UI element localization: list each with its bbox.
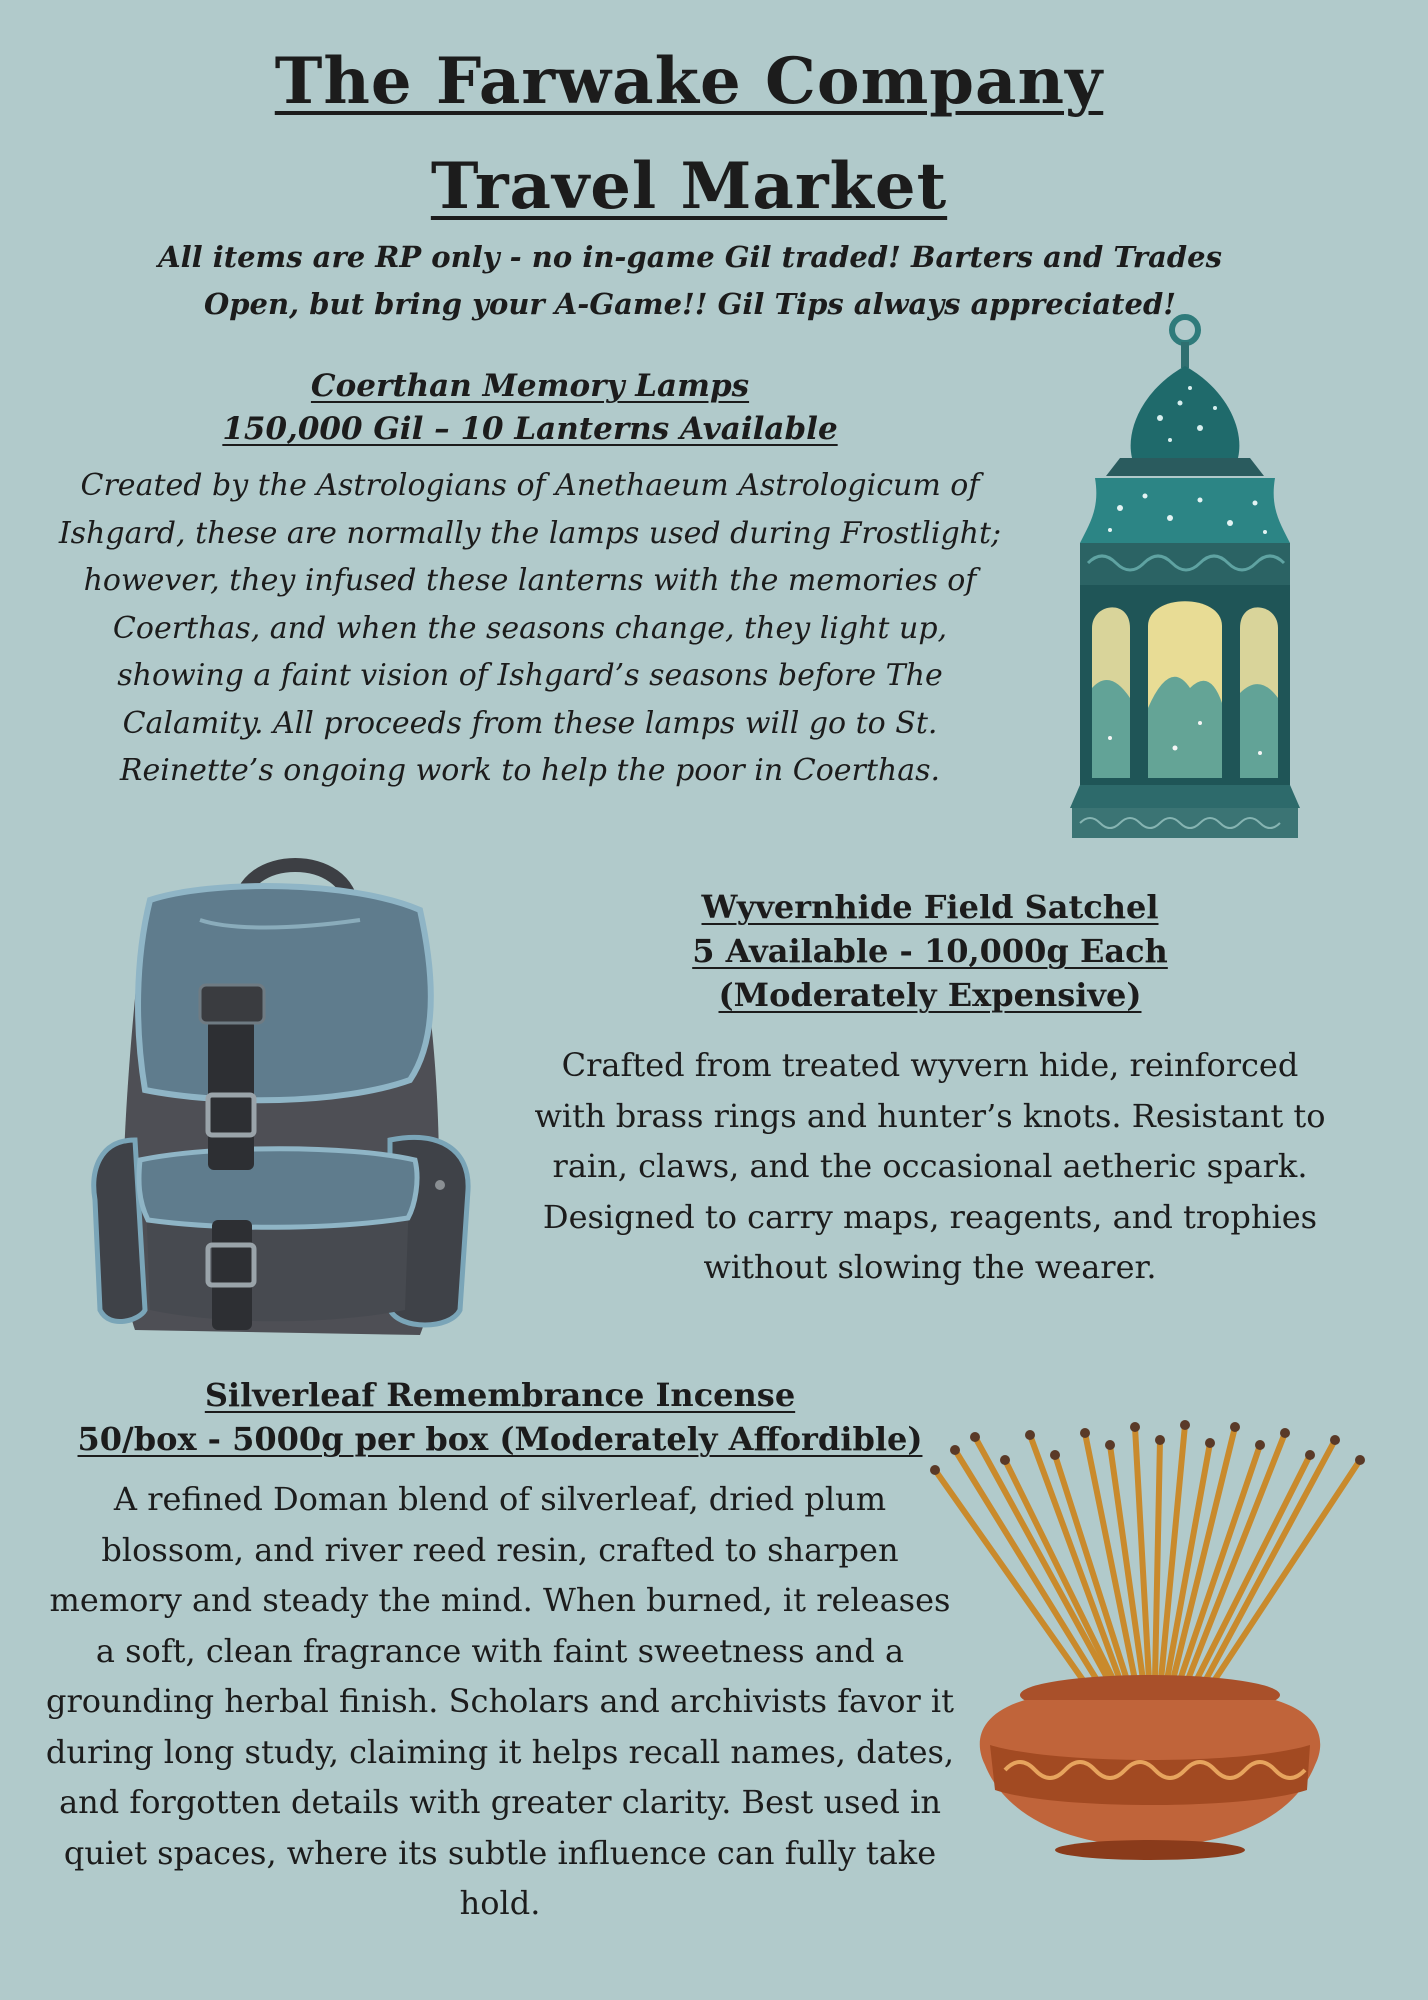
item-incense-price: 50/box - 5000g per box (Moderately Affordible) [77,1420,923,1459]
backpack-icon [90,840,480,1345]
item-incense-name: Silverleaf Remembrance Incense [204,1376,796,1414]
item-lamps-name: Coerthan Memory Lamps [310,368,750,404]
page-title-line-2: Travel Market [430,149,948,224]
lantern-icon [1050,308,1320,848]
item-lamps-header [80,366,980,451]
item-satchel-note: (Moderately Expensive) [718,976,1142,1015]
item-lamps-price: 150,000 Gil – 10 Lanterns Available [222,410,838,447]
tagline: All items are RP only - no in-game Gil traded! Barters and Trades Open, but bring your A-Game!! Gil Tips always appreciated! [158,240,1222,321]
item-satchel-description: Crafted from treated wyvern hide, reinforced with brass rings and hunter’s knots. Resistant to rain, claws, and the occasional aetheric spark. Designed to carry maps, reagents, and trophies without slowing the wearer. [534,1046,1326,1286]
item-incense-description: A refined Doman blend of silverleaf, dried plum blossom, and river reed resin, crafted to sharpen memory and steady the mind. When burned, it releases a soft, clean fragrance with faint sweetness and a grounding herbal finish. Scholars and archivists favor it during long study, claiming it helps recall names, dates, and forgotten details with greater clarity. Best used in quiet spaces, where its subtle influence can fully take hold. [45,1480,955,1922]
incense-pot-icon [915,1415,1385,1860]
item-satchel-header [532,886,1328,1018]
item-satchel-name: Wyvernhide Field Satchel [701,888,1159,926]
item-incense-header [40,1374,960,1461]
page-title-line-1: The Farwake Company [274,44,1104,119]
item-lamps-description: Created by the Astrologians of Anethaeum Astrologicum of Ishgard, these are normally the lamps used during Frostlight; however, they infused these lanterns with the memories of Coerthas, and when the seasons change, they light up, showing a faint vision of Ishgard’s seasons before The Calamity. All proceeds from these lamps will go to St. Reinette’s ongoing work to help the poor in Coerthas. [58,468,1002,788]
item-satchel-price: 5 Available - 10,000g Each [692,932,1168,971]
